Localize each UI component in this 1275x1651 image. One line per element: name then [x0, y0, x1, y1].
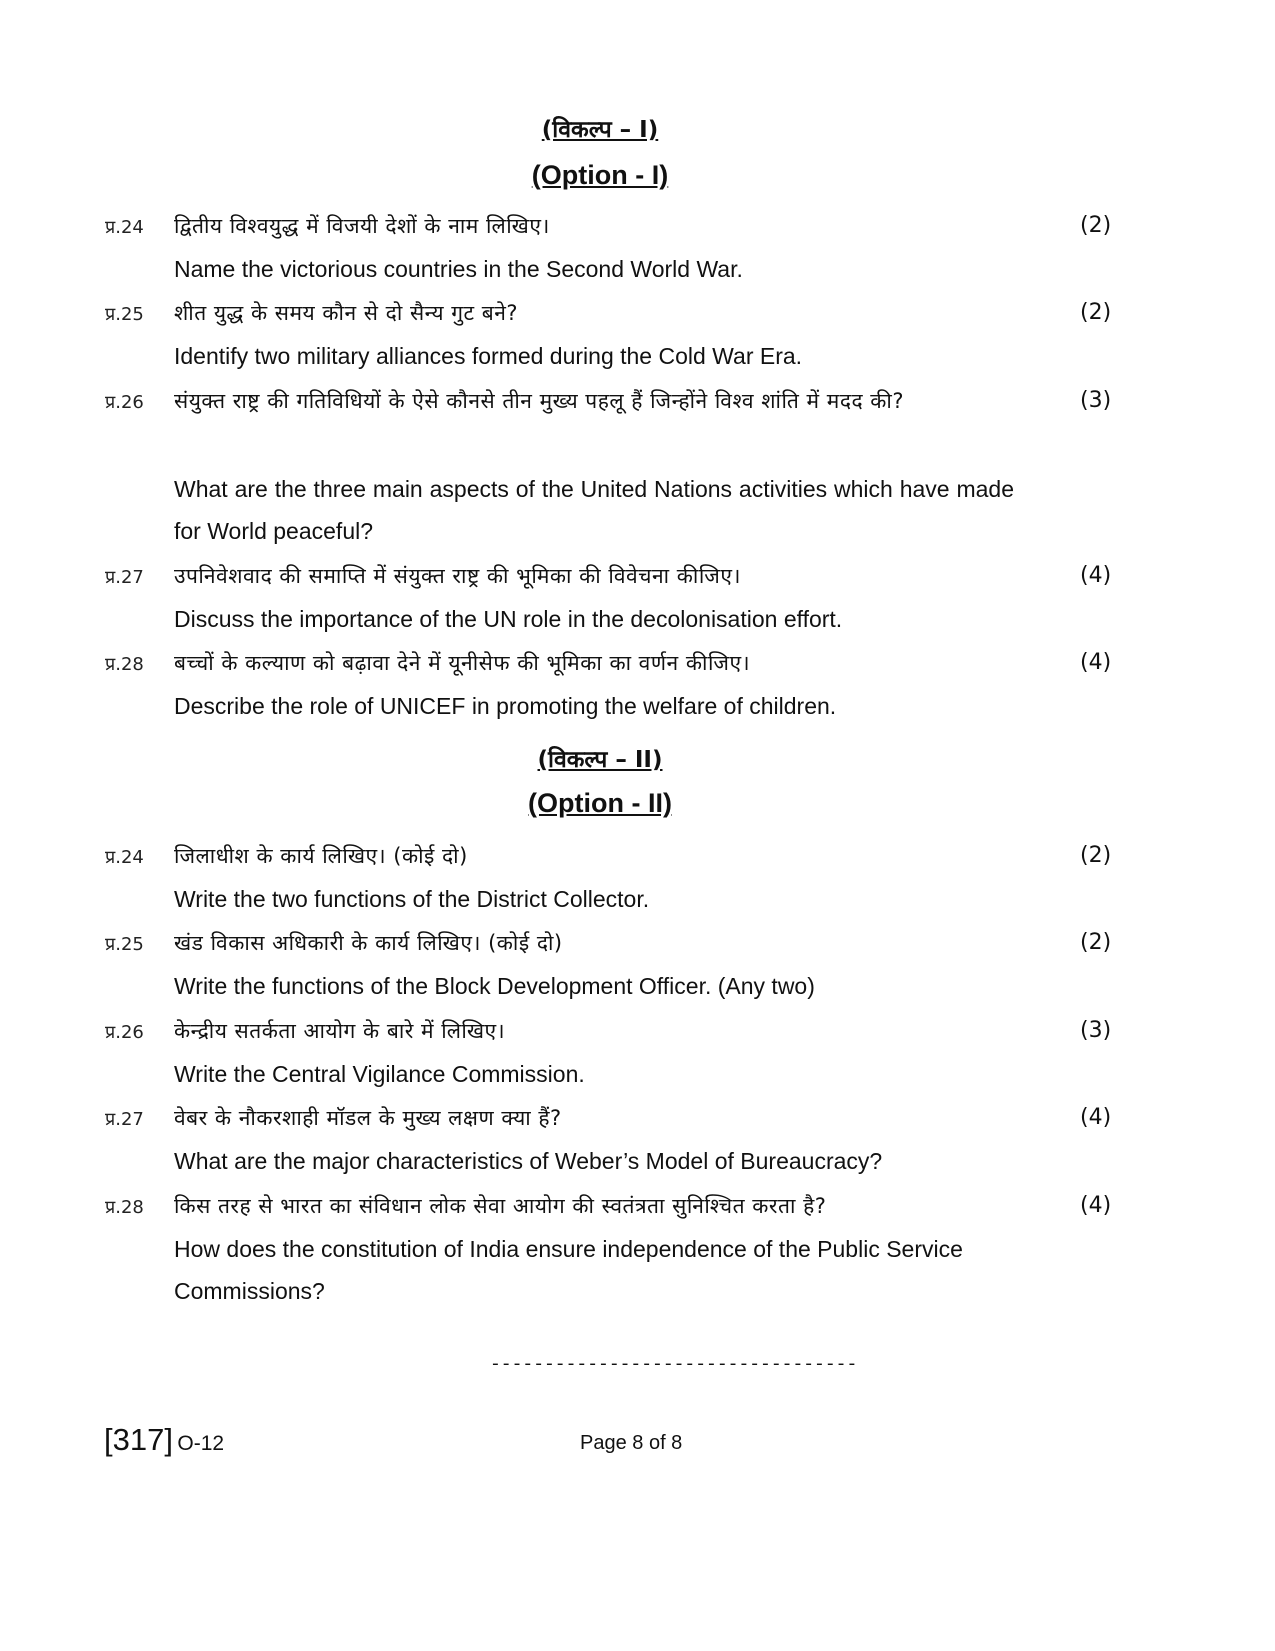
- question-text-english: Write the functions of the Block Development Officer. (Any two): [174, 973, 815, 999]
- question-number: प्र.24: [105, 217, 144, 238]
- question-text-english: What are the three main aspects of the United Nations activities which have made for World peaceful?: [174, 476, 1014, 544]
- question-number: प्र.24: [105, 847, 144, 868]
- question-text-hindi: बच्चों के कल्याण को बढ़ावा देने में यूनीसेफ की भूमिका का वर्णन कीजिए।: [174, 651, 751, 675]
- question-number: प्र.28: [105, 1197, 144, 1218]
- question-number: प्र.26: [105, 1022, 144, 1043]
- question-text-english: Write the Central Vigilance Commission.: [174, 1061, 585, 1087]
- option-2-heading-english: (Option - II): [528, 788, 672, 818]
- paper-code-suffix: O-12: [177, 1432, 225, 1455]
- page-number: Page 8 of 8: [580, 1432, 683, 1454]
- paper-code: [104, 1422, 224, 1458]
- question-number: प्र.27: [105, 567, 144, 588]
- question-text-english: What are the major characteristics of Weber’s Model of Bureaucracy?: [174, 1148, 883, 1174]
- end-divider: ----------------------------------: [490, 1355, 858, 1375]
- question-text-english: Discuss the importance of the UN role in the decolonisation effort.: [174, 606, 843, 632]
- question-marks: (3): [1080, 1018, 1112, 1043]
- question-text-hindi: वेबर के नौकरशाही मॉडल के मुख्य लक्षण क्या हैं?: [174, 1106, 562, 1130]
- question-marks: (4): [1080, 1193, 1112, 1218]
- option-1-heading-english: (Option - I): [531, 160, 669, 190]
- question-text-hindi: उपनिवेशवाद की समाप्ति में संयुक्त राष्ट्र की भूमिका की विवेचना कीजिए।: [174, 564, 741, 588]
- option-2-heading-hindi: (विकल्प – II): [537, 747, 663, 773]
- question-text-english: Write the two functions of the District Collector.: [174, 886, 650, 912]
- question-text-hindi: द्वितीय विश्वयुद्ध में विजयी देशों के नाम लिखिए।: [174, 214, 550, 238]
- question-number: प्र.25: [105, 934, 144, 955]
- question-text-hindi: जिलाधीश के कार्य लिखिए। (कोई दो): [174, 844, 468, 868]
- question-text-hindi: खंड विकास अधिकारी के कार्य लिखिए। (कोई दो): [174, 931, 563, 955]
- question-marks: (2): [1080, 213, 1112, 238]
- question-marks: (3): [1080, 388, 1112, 413]
- question-number: प्र.25: [105, 304, 144, 325]
- question-number: प्र.28: [105, 654, 144, 675]
- question-text-hindi: संयुक्त राष्ट्र की गतिविधियों के ऐसे कौनसे तीन मुख्य पहलू हैं जिन्होंने विश्व शांति में मदद की?: [174, 389, 905, 413]
- question-number: प्र.27: [105, 1109, 144, 1130]
- question-text-hindi: किस तरह से भारत का संविधान लोक सेवा आयोग की स्वतंत्रता सुनिश्चित करता है?: [174, 1194, 827, 1218]
- paper-code-number: [317]: [104, 1422, 173, 1457]
- question-marks: (4): [1080, 563, 1112, 588]
- question-text-english: Name the victorious countries in the Second World War.: [174, 256, 743, 282]
- question-text-english: Describe the role of UNICEF in promoting the welfare of children.: [174, 693, 837, 719]
- question-marks: (2): [1080, 930, 1112, 955]
- question-marks: (4): [1080, 1105, 1112, 1130]
- question-text-english: How does the constitution of India ensure independence of the Public Service Commissions?: [174, 1236, 963, 1304]
- question-text-english: Identify two military alliances formed during the Cold War Era.: [174, 343, 803, 369]
- question-text-hindi: केन्द्रीय सतर्कता आयोग के बारे में लिखिए।: [174, 1019, 506, 1043]
- question-number: प्र.26: [105, 392, 144, 413]
- question-marks: (2): [1080, 843, 1112, 868]
- option-1-heading-hindi: (विकल्प – I): [541, 117, 659, 143]
- question-marks: (2): [1080, 300, 1112, 325]
- question-marks: (4): [1080, 650, 1112, 675]
- question-text-hindi: शीत युद्ध के समय कौन से दो सैन्य गुट बने?: [174, 301, 519, 325]
